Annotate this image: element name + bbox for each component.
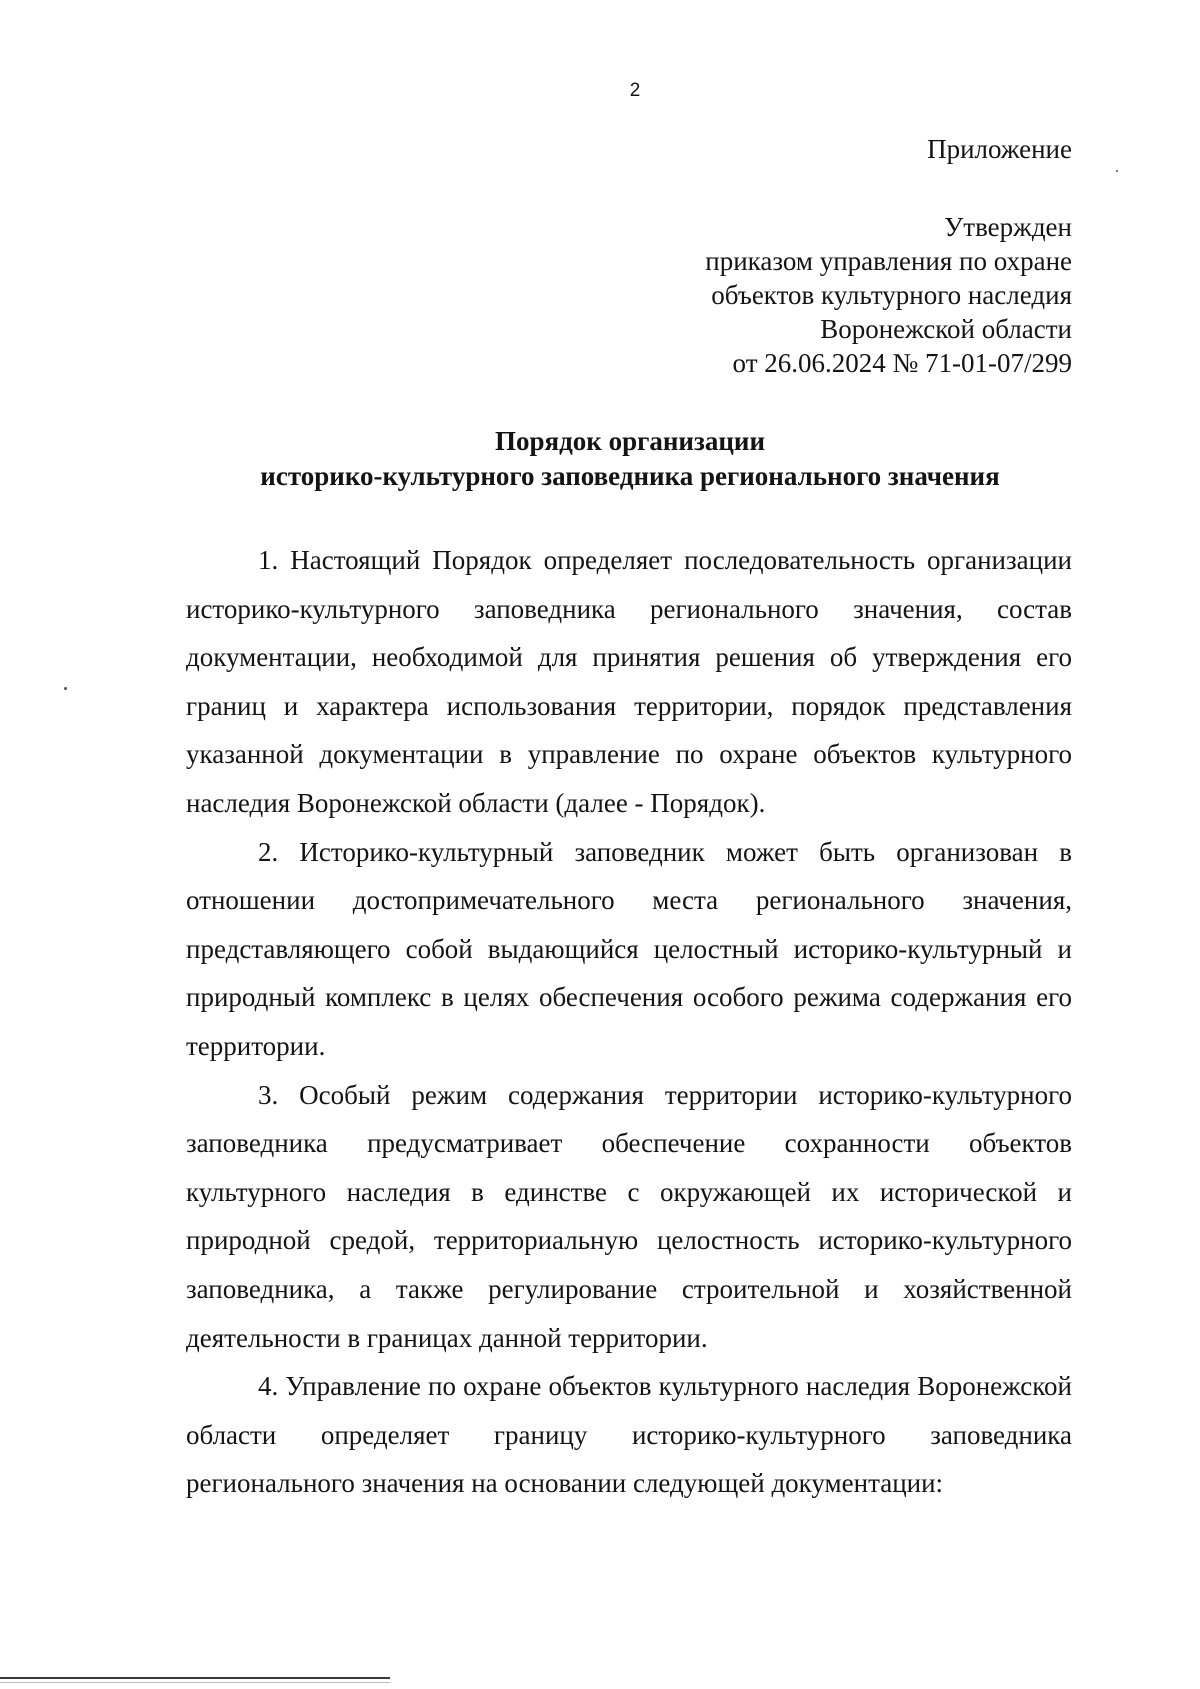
title-line-1: Порядок организации [495,426,765,456]
approval-line: Утвержден [944,212,1072,242]
approval-block [705,132,1072,380]
approval-order-reference: от 26.06.2024 № 71-01-07/299 [732,348,1072,378]
paragraph-3: 3. Особый режим содержания территории историко-культурного заповедника предусматривает обеспечение сохранности объектов культурного наследия в единстве с окружающей их исторической и природной средой, территориальную целостность историко-культурного заповедника, а также регулирование строительной и хозяйственной деятельности в границах данной территории. [186,1079,1072,1353]
approval-line: приказом управления по охране [705,246,1072,276]
paragraph-4: 4. Управление по охране объектов культурного наследия Воронежской области определяет границу историко-культурного заповедника регионального значения на основании следующей документации: [186,1371,1072,1499]
scan-speck [1116,170,1118,172]
appendix-label: Приложение [927,134,1072,164]
scan-edge-line [0,1677,390,1679]
approval-line: объектов культурного наследия [711,280,1072,310]
document-title [188,424,1072,494]
paragraph-1: 1. Настоящий Порядок определяет последовательность организации историко-культурного заповедника регионального значения, состав документации, необходимой для принятия решения об утверждения его границ и характера использования территории, порядок представления указанной документации в управление по охране объектов культурного наследия Воронежской области (далее - Порядок). [186,545,1072,818]
paragraph-2: 2. Историко-культурный заповедник может быть организован в отношении достопримечательного места регионального значения, представляющего собой выдающийся целостный историко-культурный и природный комплекс в целях обеспечения особого режима содержания его территории. [186,836,1072,1061]
page-number: 2 [629,80,641,101]
approval-line: Воронежской области [820,314,1072,344]
scan-speck [64,687,67,690]
title-line-2: историко-культурного заповедника регионального значения [260,461,1000,491]
scan-edge-line [0,1682,390,1683]
document-body [186,536,1072,1508]
